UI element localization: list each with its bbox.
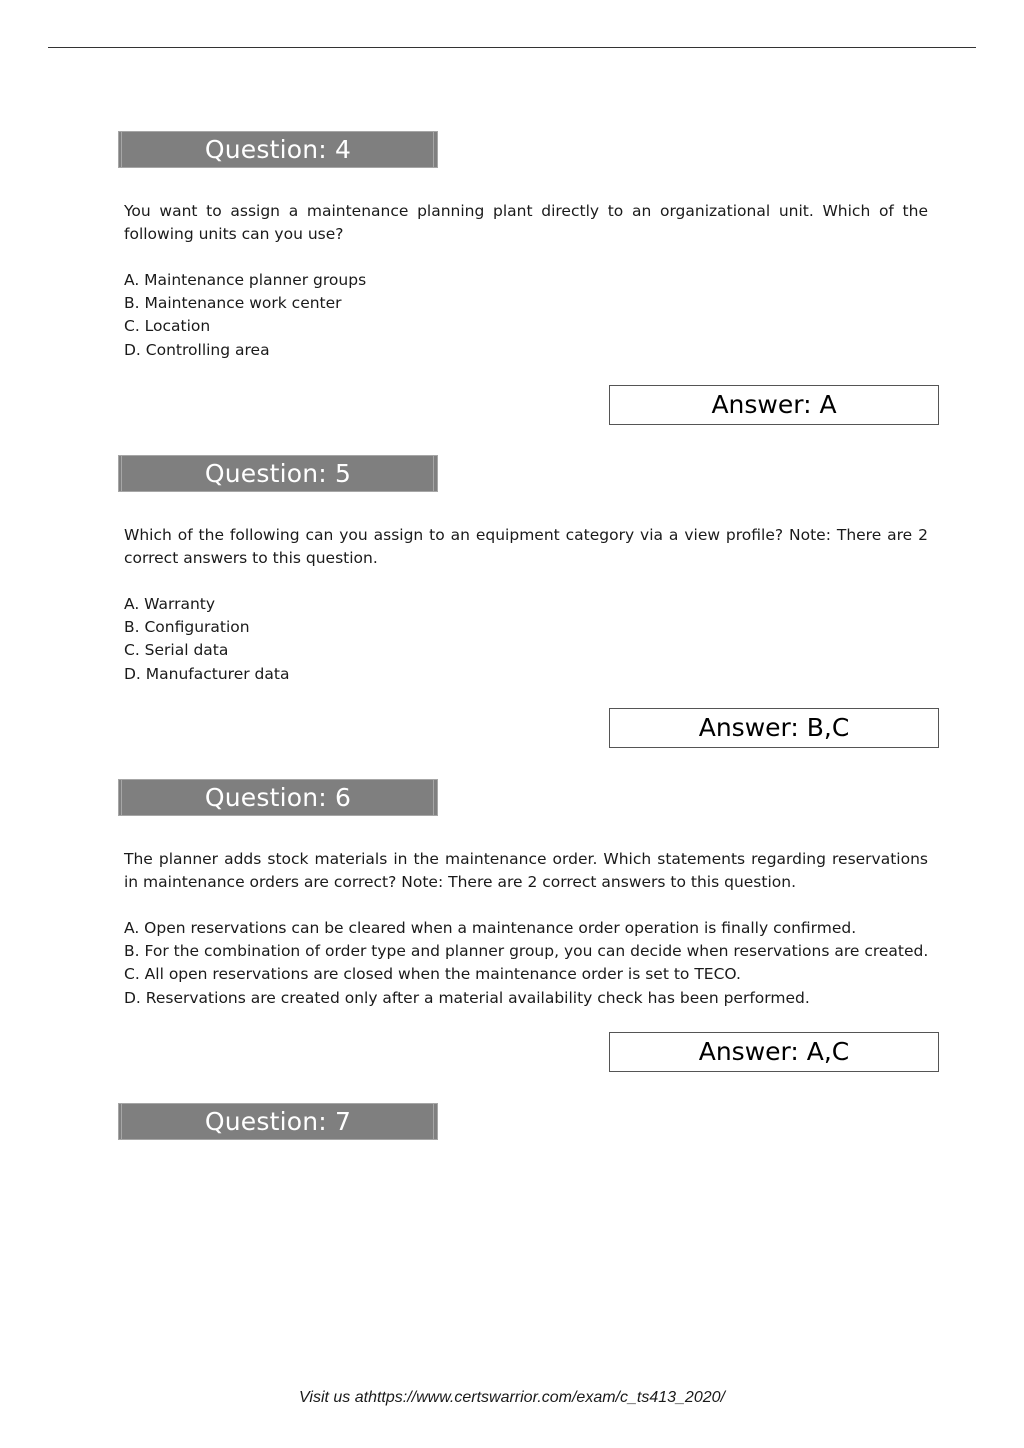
question-title: Question: 7 (204, 1107, 352, 1136)
answer-text: Answer: A (711, 390, 837, 419)
option-d: D. Manufacturer data (124, 664, 290, 683)
answer-box (609, 385, 939, 425)
question-title: Question: 6 (204, 783, 352, 812)
question-text: You want to assign a maintenance planning plant directly to an organizational unit. Which of the following units can you use? (124, 202, 928, 243)
answer-text: Answer: A,C (698, 1037, 850, 1066)
option-c: C. Location (124, 317, 211, 336)
option-c: C. All open reservations are closed when the maintenance order is set to TECO. (124, 965, 741, 984)
question-text: The planner adds stock materials in the maintenance order. Which statements regarding reservations in maintenance orders are correct? Note: There are 2 correct answers to this question. (124, 850, 928, 891)
option-c: C. Serial data (124, 641, 229, 660)
answer-options (124, 269, 944, 362)
option-a: A. Maintenance planner groups (124, 271, 367, 289)
answer-box (609, 1032, 939, 1072)
question-header (118, 455, 438, 492)
option-a: A. Warranty (124, 595, 216, 613)
option-b: B. For the combination of order type and planner group, you can decide when reservations are created. (124, 942, 929, 961)
question-title: Question: 5 (204, 459, 352, 488)
option-b: B. Maintenance work center (124, 294, 342, 313)
option-b: B. Configuration (124, 618, 250, 637)
answer-box (609, 708, 939, 748)
question-header (118, 131, 438, 168)
header-divider (48, 47, 976, 48)
question-header (118, 1103, 438, 1140)
answer-options (124, 593, 944, 686)
option-d: D. Controlling area (124, 340, 270, 359)
option-d: D. Reservations are created only after a material availability check has been performed. (124, 988, 810, 1007)
answer-text: Answer: B,C (698, 713, 850, 742)
footer-link[interactable]: Visit us athttps://www.certswarrior.com/exam/c_ts413_2020/ (299, 1389, 725, 1406)
option-a: A. Open reservations can be cleared when a maintenance order operation is finally confirmed. (124, 919, 857, 937)
question-header (118, 779, 438, 816)
answer-options (124, 917, 944, 1010)
question-text: Which of the following can you assign to an equipment category via a view profile? Note: There are 2 correct answers to this question. (124, 526, 928, 567)
question-title: Question: 4 (204, 135, 352, 164)
